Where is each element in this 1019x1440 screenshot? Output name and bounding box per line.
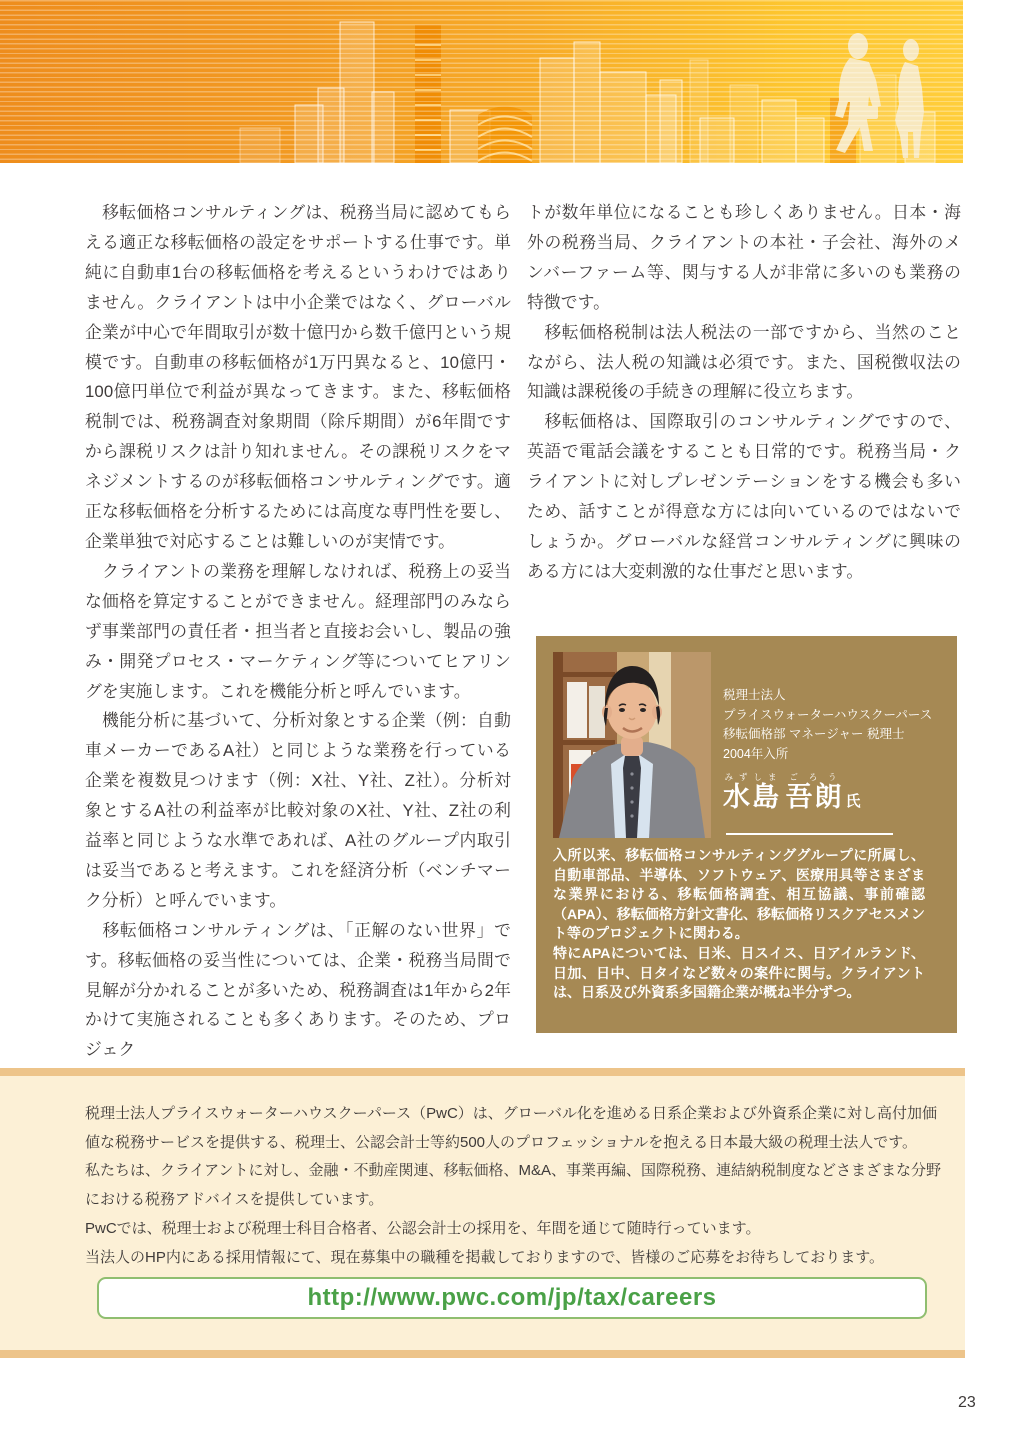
page-number: 23 [958,1394,976,1411]
profile-bio [553,846,925,1003]
banner-scanline-overlay [0,0,963,163]
profile-bio-paragraph: 特にAPAについては、日米、日スイス、日アイルランド、日加、日中、日タイなど数々の案件に関与。クライアントは、日系及び外資系多国籍企業が概ね半分ずつ。 [553,944,925,1001]
header-banner [0,0,963,163]
name-family: 水島みずしま [723,772,781,812]
footer-company-description [85,1100,947,1272]
footer-paragraph: PwCでは、税理士および税理士科目合格者、公認会計士の採用を、年間を通じて随時行っています。 [85,1219,761,1237]
article-paragraph: 移転価格コンサルティングは、税務当局に認めてもらえる適正な移転価格の設定をサポートする仕事です。単純に自動車1台の移転価格を考えるというわけではありません。クライアントは中小企業ではなく、グローバル企業が中心で年間取引が数十億円から数千億円という規模です。自動車の移転価格が1万円異なると、10億円・100億円単位で利益が異なってきます。また、移転価格税制では、税務調査対象期間（除斥期間）が6年間ですから課税リスクは計り知れません。その課税リスクをマネジメントするのが移転価格コンサルティングです。適正な移転価格を分析するためには高度な専門性を要し、企業単独で対応することは難しいのが実情です。 [85,203,511,551]
article-paragraph: トが数年単位になることも珍しくありません。日本・海外の税務当局、クライアントの本社・子会社、海外のメンバーファーム等、関与する人が非常に多いのも業務の特徴です。 [527,203,961,312]
profile-title-line: 移転価格部 マネージャー 税理士 [723,727,905,741]
profile-name [723,772,860,814]
footer-paragraph: 私たちは、クライアントに対し、金融・不動産関連、移転価格、M&A、事業再編、国際税務、連結納税制度などさまざまな分野における税務アドバイスを提供しています。 [85,1162,942,1209]
article-paragraph: クライアントの業務を理解しなければ、税務上の妥当な価格を算定することができません。経理部門のみならず事業部門の責任者・担当者と直接お会いし、製品の強み・開発プロセス・マーケティング等についてヒアリングを実施します。これを機能分析と呼んでいます。 [85,561,511,701]
profile-org-line2: プライスウォーターハウスクーパース [723,707,933,722]
profile-info [723,686,951,764]
article-paragraph: 移転価格税制は法人税法の一部ですから、当然のことながら、法人税の知識は必須です。また、国税徴収法の知識は課税後の手続きの理解に役立ちます。 [527,322,961,402]
careers-url-link[interactable]: http://www.pwc.com/jp/tax/careers [307,1284,717,1311]
profile-joined-line: 2004年入所 [723,746,789,761]
footer-paragraph: 税理士法人プライスウォーターハウスクーパース（PwC）は、グローバル化を進める日系企業および外資系企業に対し高付加価値な税務サービスを提供する、税理士、公認会計士等約500人のプロフェッショナルを抱える日本最大級の税理士法人です。 [85,1105,938,1151]
careers-url-box [97,1277,927,1319]
name-honorific: 氏 [845,793,861,810]
profile-card [536,636,957,1033]
article-column-left [85,198,511,1065]
name-given: 吾朗ごろう [785,772,844,812]
article-paragraph: 移転価格は、国際取引のコンサルティングですので、英語で電話会議をすることも日常的です。税務当局・クライアントに対しプレゼンテーションをする機会も多いため、話すことが得意な方には向いているのではないでしょうか。グローバルな経営コンサルティングに興味のある方には大変刺激的な仕事だと思います。 [527,412,961,581]
profile-photo [553,652,711,838]
profile-bio-paragraph: 入所以来、移転価格コンサルティンググループに所属し、自動車部品、半導体、ソフトウェア、医療用具等さまざまな業界における、移転価格調査、相互協議、事前確認（APA）、移転価格方針文書化、移転価格リスクアセスメント等のプロジェクトに関わる。 [553,847,925,942]
article-column-right [527,198,961,587]
footer-paragraph: 当法人のHP内にある採用情報にて、現在募集中の職種を掲載しておりますので、皆様のご応募をお待ちしております。 [85,1248,885,1266]
article-paragraph: 移転価格コンサルティングは、「正解のない世界」です。移転価格の妥当性については、企業・税務当局間で見解が分かれることが多いため、税務調査は1年から2年かけて実施されることも多くあります。そのため、プロジェク [85,920,511,1060]
profile-org-line1: 税理士法人 [723,688,786,702]
article-paragraph: 機能分析に基づいて、分析対象とする企業（例：自動車メーカーであるA社）と同じような業務を行っている企業を複数見つけます（例：X社、Y社、Z社）。分析対象とするA社の利益率が比較対象のX社、Y社、Z社の利益率と同じような水準であれば、A社のグループ内取引は妥当であると考えます。これを経済分析（ベンチマーク分析）と呼んでいます。 [85,711,511,910]
name-separator-line [726,833,893,835]
